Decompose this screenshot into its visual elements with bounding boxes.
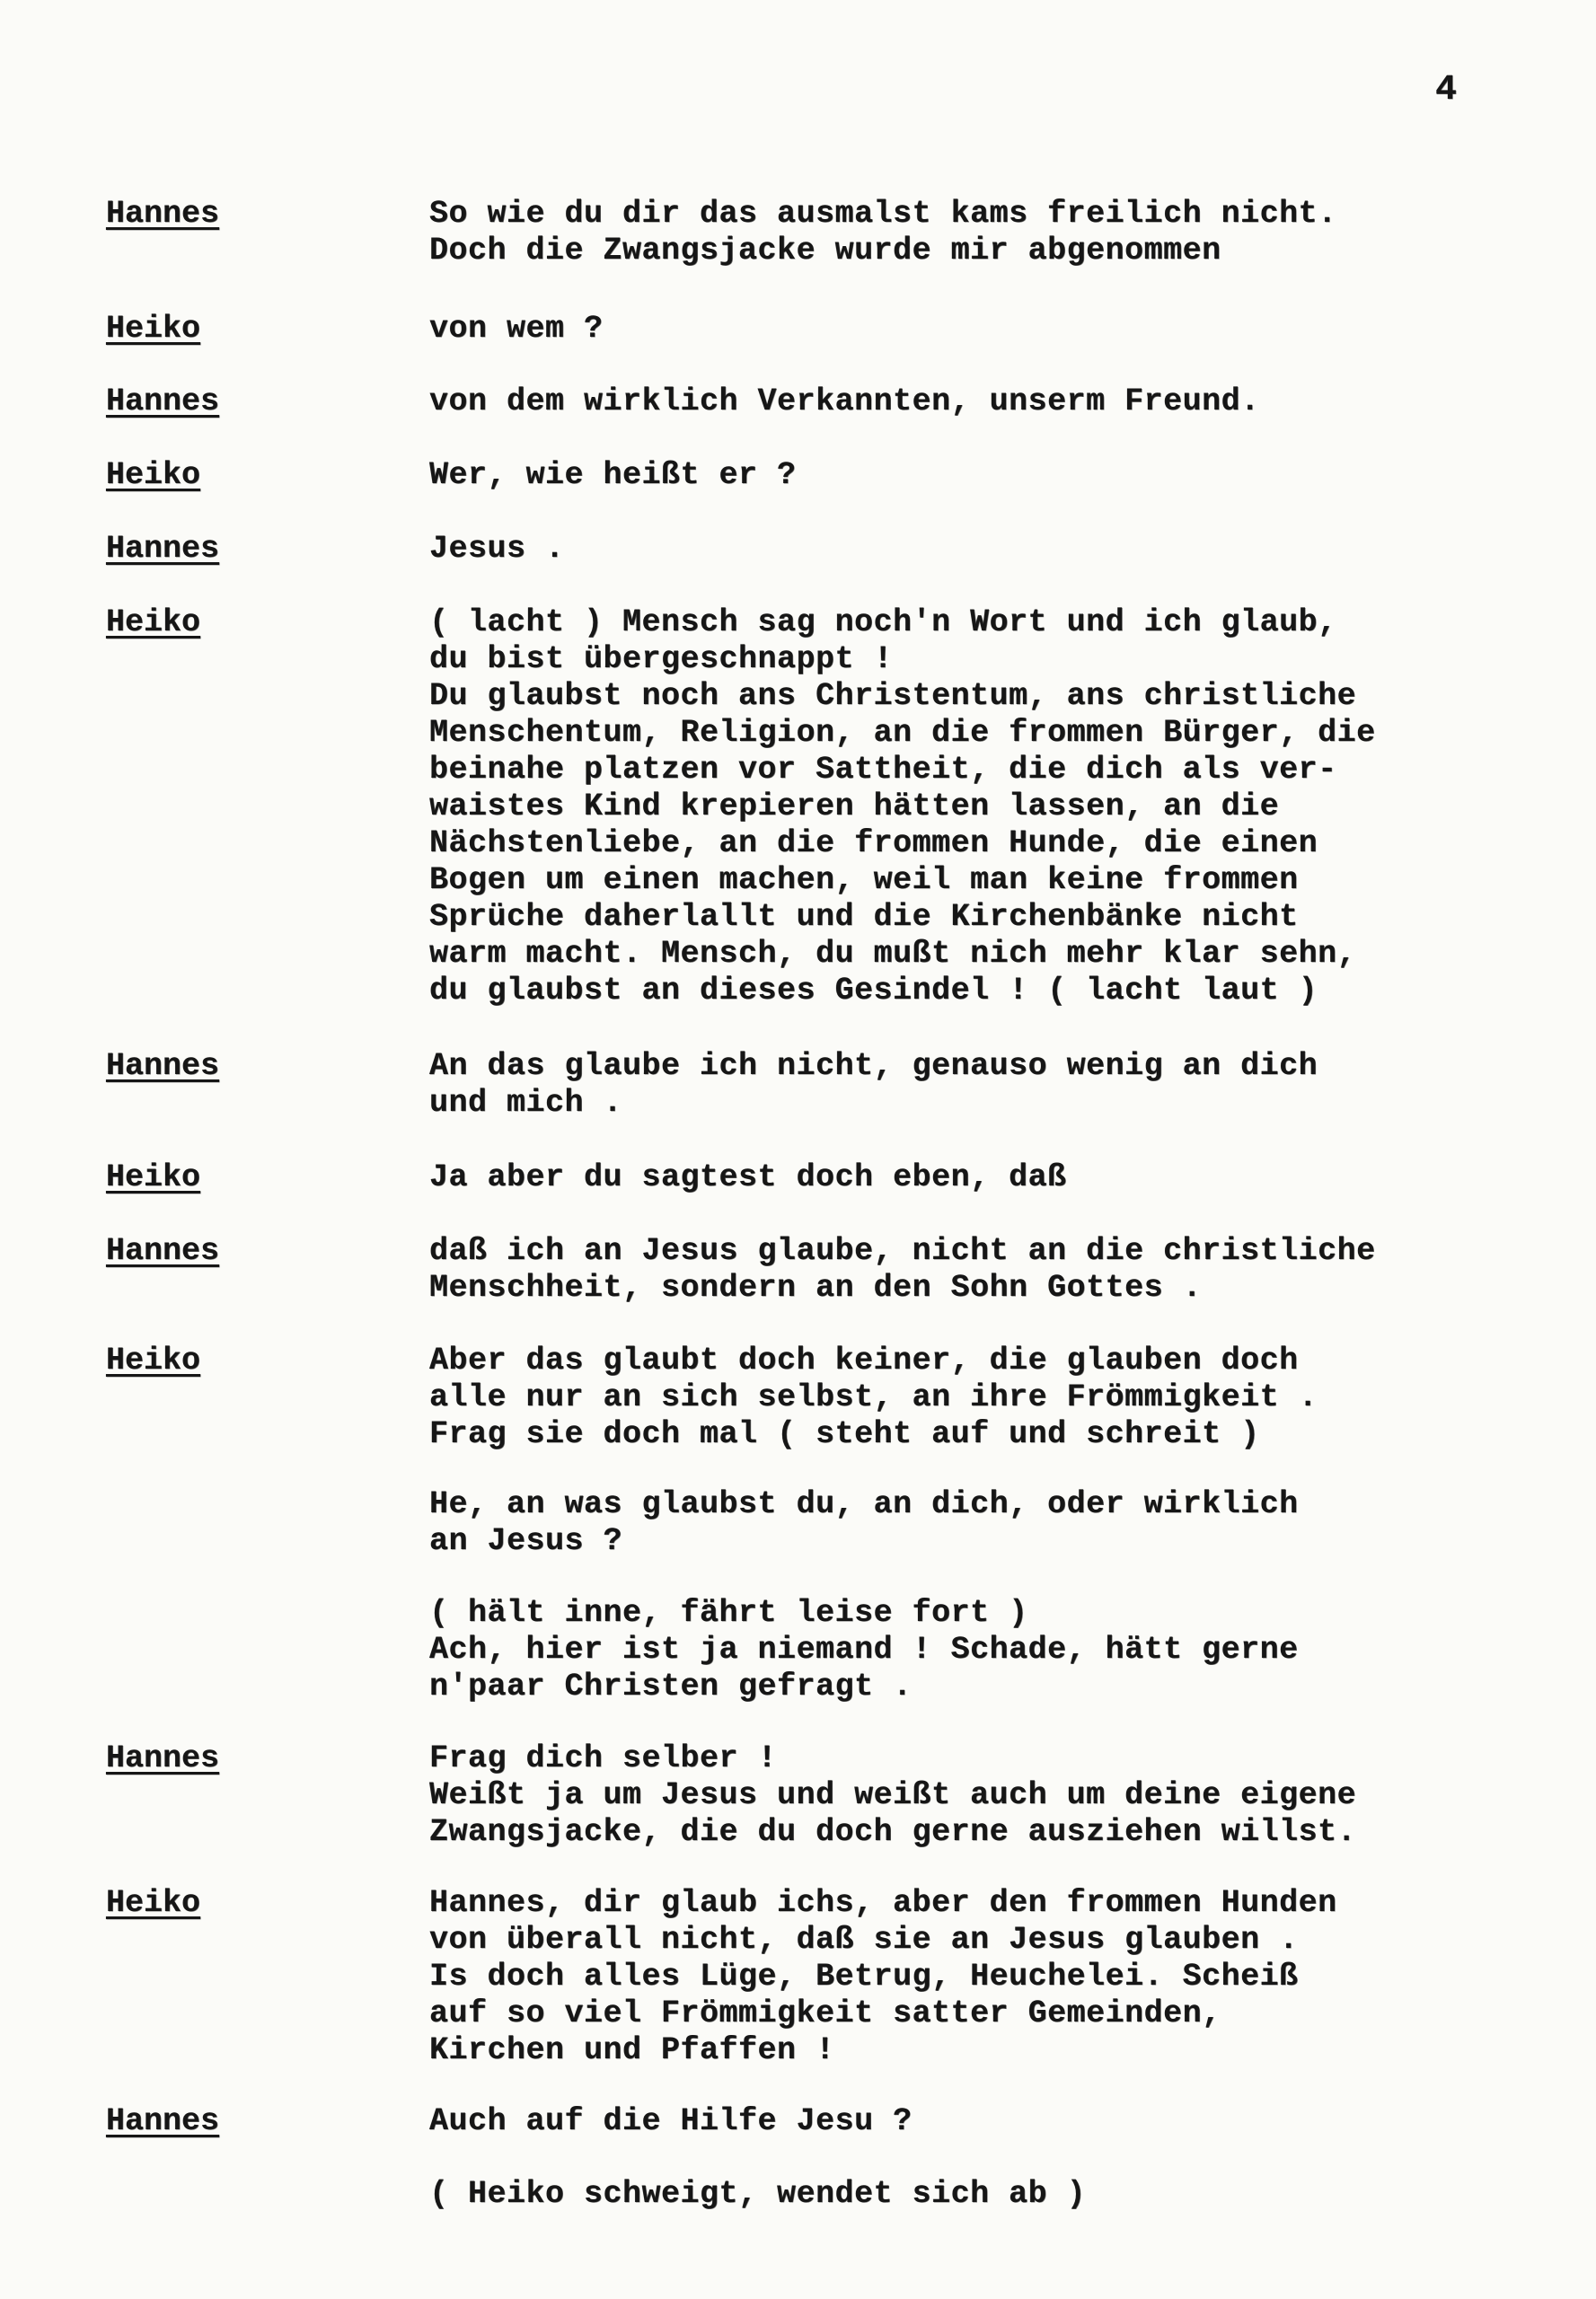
speaker-name: Heiko [106,604,201,640]
speaker-name: Heiko [106,457,201,493]
speaker-name: Hannes [106,2103,220,2139]
speaker-name: Hannes [106,1740,220,1776]
dialogue-text: Jesus . [429,531,565,567]
dialogue-text: daß ich an Jesus glaube, nicht an die christliche Menschheit, sondern an den Sohn Gottes . [429,1233,1376,1306]
dialogue-text: He, an was glaubst du, an dich, oder wirklich an Jesus ? [429,1486,1299,1559]
speaker-name: Heiko [106,1343,201,1379]
speaker-name: Hannes [106,1233,220,1269]
dialogue-text: Wer, wie heißt er ? [429,457,797,493]
dialogue-text: Frag dich selber ! Weißt ja um Jesus und weißt auch um deine eigene Zwangsjacke, die du doch gerne ausziehen willst. [429,1740,1357,1850]
dialogue-text: von wem ? [429,311,604,347]
dialogue-text: Auch auf die Hilfe Jesu ? [429,2103,913,2139]
dialogue-text: ( hält inne, fährt leise fort ) Ach, hier ist ja niemand ! Schade, hätt gerne n'paar Christen gefragt . [429,1595,1299,1704]
speaker-name: Heiko [106,1159,201,1195]
speaker-name: Hannes [106,531,220,567]
dialogue-text: So wie du dir das ausmalst kams freilich nicht. Doch die Zwangsjacke wurde mir abgenommen [429,196,1337,269]
dialogue-text: ( lacht ) Mensch sag noch'n Wort und ich glaub, du bist übergeschnappt ! Du glaubst noch ans Christentum, ans christliche Menschentum, Religion, an die frommen Bürger, die beinahe platzen vor Sattheit, die dich als ver- waistes Kind krepieren hätten lassen, an die Nächstenliebe, an die frommen Hunde, die einen Bogen um einen machen, weil man keine frommen Sprüche daherlallt und die Kirchenbänke nicht warm macht. Mensch, du mußt nich mehr klar sehn, du glaubst an dieses Gesindel ! ( lacht laut ) [429,604,1376,1009]
speaker-name: Hannes [106,1048,220,1084]
speaker-name: Hannes [106,196,220,232]
dialogue-text: An das glaube ich nicht, genauso wenig an dich und mich . [429,1048,1318,1121]
dialogue-text: Hannes, dir glaub ichs, aber den frommen Hunden von überall nicht, daß sie an Jesus glauben . Is doch alles Lüge, Betrug, Heuchelei. Scheiß auf so viel Frömmigkeit satter Gemeinden, Kirchen und Pfaffen ! [429,1885,1337,2068]
speaker-name: Heiko [106,1885,201,1921]
dialogue-text: ( Heiko schweigt, wendet sich ab ) [429,2176,1087,2212]
speaker-name: Heiko [106,311,201,347]
page-number: 4 [1435,70,1459,110]
speaker-name: Hannes [106,383,220,419]
dialogue-text: Aber das glaubt doch keiner, die glauben doch alle nur an sich selbst, an ihre Frömmigkeit . Frag sie doch mal ( steht auf und schreit ) [429,1343,1318,1452]
dialogue-text: von dem wirklich Verkannten, unserm Freund. [429,383,1260,419]
dialogue-text: Ja aber du sagtest doch eben, daß [429,1159,1067,1195]
